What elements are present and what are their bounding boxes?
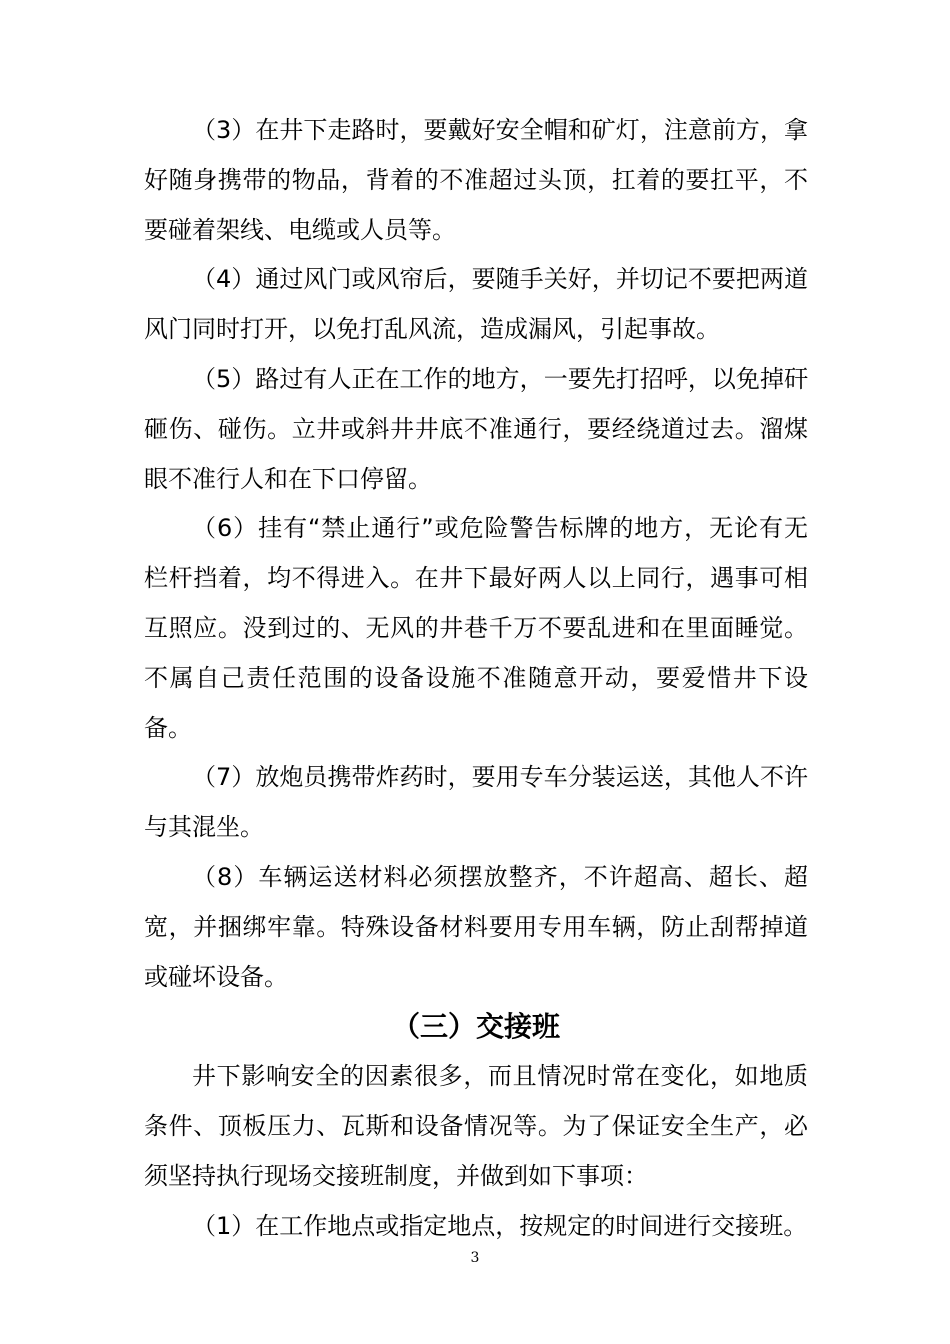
paragraph-item-7: （7）放炮员携带炸药时，要用专车分装运送，其他人不许与其混坐。: [144, 763, 808, 842]
paragraph-item-1: （1）在工作地点或指定地点，按规定的时间进行交接班。: [192, 1211, 808, 1240]
paragraph-item-5: （5）路过有人正在工作的地方，一要先打招呼，以免掉矸砸伤、碰伤。立井或斜井井底不准通行，要经绕道过去。溜煤眼不准行人和在下口停留。: [144, 364, 808, 493]
paragraph-item-6: （6）挂有“禁止通行”或危险警告标牌的地方，无论有无栏杆挡着，均不得进入。在井下最好两人以上同行，遇事可相互照应。没到过的、无风的井巷千万不要乱进和在里面睡觉。不属自己责任范围的设备设施不准随意开动，要爱惜井下设备。: [144, 514, 808, 742]
paragraph-item-8: （8）车辆运送材料必须摆放整齐，不许超高、超长、超宽，并捆绑牢靠。特殊设备材料要用专用车辆，防止刮帮掉道或碰坏设备。: [144, 862, 808, 991]
document-body: [144, 106, 808, 1252]
paragraph-item-4: （4）通过风门或风帘后，要随手关好，并切记不要把两道风门同时打开，以免打乱风流，造成漏风，引起事故。: [144, 265, 808, 344]
paragraph-item-3: （3）在井下走路时，要戴好安全帽和矿灯，注意前方，拿好随身携带的物品，背着的不准超过头顶，扛着的要扛平，不要碰着架线、电缆或人员等。: [144, 116, 808, 244]
page-number: 3: [470, 1250, 480, 1266]
section-heading: （三）交接班: [391, 1010, 560, 1044]
paragraph-intro: 井下影响安全的因素很多，而且情况时常在变化，如地质条件、顶板压力、瓦斯和设备情况等。为了保证安全生产，必须坚持执行现场交接班制度，并做到如下事项：: [144, 1062, 808, 1190]
